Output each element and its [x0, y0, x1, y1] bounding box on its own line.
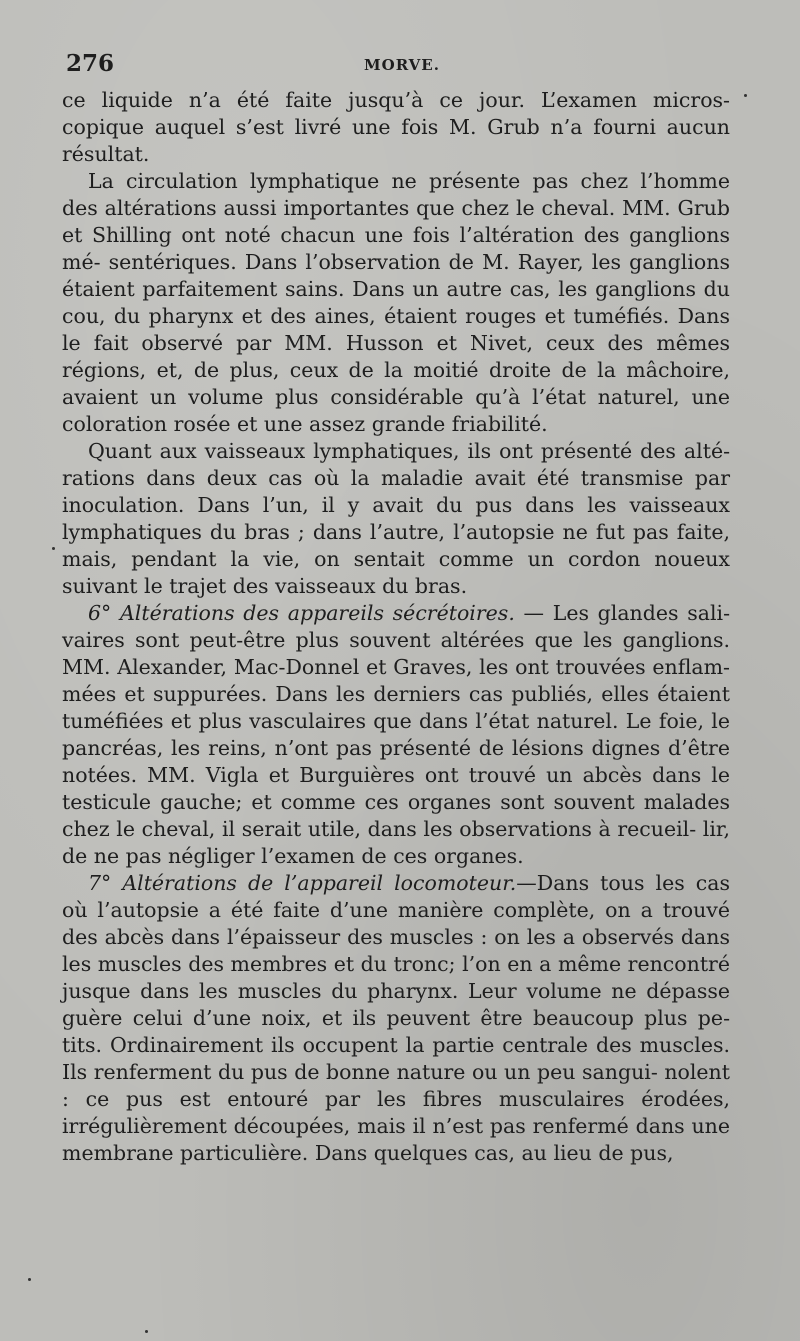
paragraph-lymphatic-circulation: La circulation lymphatique ne présente pas chez l’homme des altérations aussi importantes que chez le cheval. MM. Grub et Shilling ont noté chacun une fois l’altération des ganglions mé- sentériques. Dans l’observation de M. Rayer, les ganglions étaient parfaitement sains. Dans un autre cas, les ganglions du cou, du pharynx et des aines, étaient rouges et tuméfiés. Dans le fait observé par MM. Husson et Nivet, ceux des mêmes régions, et, de plus, ceux de la moitié droite de la mâchoire, avaient un volume plus considérable qu’à l’état naturel, une coloration rosée et une assez grande friabilité. — [62, 169, 730, 436]
paper-speck — [744, 94, 747, 97]
running-title: MORVE. — [364, 56, 440, 74]
paragraph-lymphatic-vessels: Quant aux vaisseaux lymphatiques, ils ont présenté des alté- rations dans deux cas où la maladie avait été transmise par inoculation. Dans l’un, il y avait du pus dans les vaisseaux lymphatiques du bras ; dans l’autre, l’autopsie ne fut pas faite, mais, pendant la vie, on sentait comme un cordon noueux suivant le trajet des vaisseaux du bras. — [62, 439, 730, 598]
paper-speck — [28, 1278, 31, 1281]
paper-speck — [52, 547, 55, 550]
paper-speck — [145, 1330, 148, 1333]
body-text — [62, 87, 730, 1167]
page-number: 276 — [66, 50, 115, 77]
section-text-secretory: — Les glandes sali- vaires sont peut-être plus souvent altérées que les ganglions. MM. Alexander, Mac-Donnel et Graves, les ont trouvées enflam- mées et suppurées. Dans les derniers cas publiés, elles étaient tuméfiées et plus vasculaires que dans l’état naturel. Le foie, le pancréas, les reins, n’ont pas présenté de lésions dignes d’être notées. MM. Vigla et Burguières ont trouvé un abcès dans le testicule gauche; et comme ces organes sont souvent malades chez le cheval, il serait utile, dans les observations à recueil- lir, de ne pas négliger l’examen de ces organes. — [62, 601, 730, 868]
page-header — [62, 50, 742, 80]
paragraph-continuation: ce liquide n’a été faite jusqu’à ce jour. L’examen micros- copique auquel s’est livré une fois M. Grub n’a fourni aucun résultat. — [62, 88, 730, 166]
section-text-locomotor: —Dans tous les cas où l’autopsie a été faite d’une manière complète, on a trouvé des abcès dans l’épaisseur des muscles : on les a observés dans les muscles des membres et du tronc; l’on en a même rencontré jusque dans les muscles du pharynx. Leur volume ne dépasse guère celui d’une noix, et ils peuvent être beaucoup plus pe- tits. Ordinairement ils occupent la partie centrale des muscles. Ils renferment du pus de bonne nature ou un peu sangui- nolent : ce pus est entouré par les fibres musculaires érodées, irrégulièrement découpées, mais il n’est pas renfermé dans une membrane particulière. Dans quelques cas, au lieu de pus, — [62, 871, 730, 1165]
section-heading-locomotor: 7° Altérations de l’appareil locomoteur. — [88, 871, 517, 895]
section-secretory-organs — [62, 600, 730, 870]
section-heading-secretory: 6° Altérations des appareils sécrétoires. — [88, 601, 515, 625]
section-locomotor-apparatus — [62, 870, 730, 1167]
